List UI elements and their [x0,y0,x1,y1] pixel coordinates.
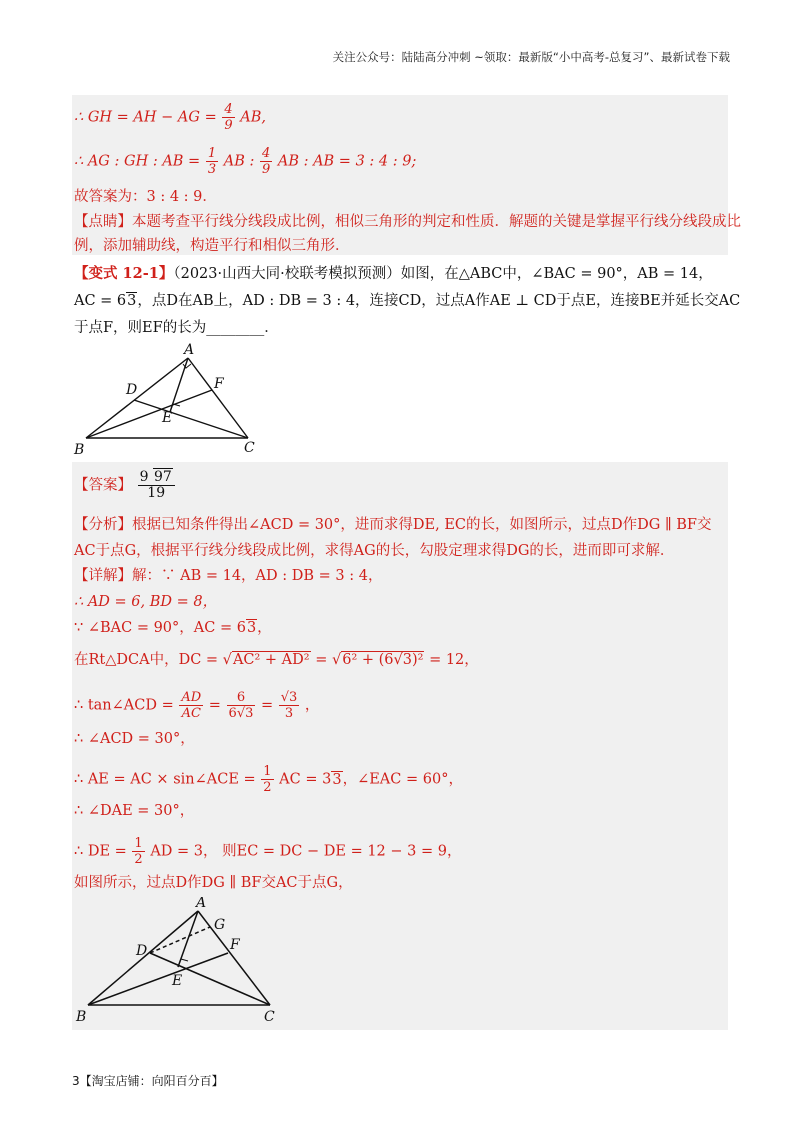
label-D: D [126,382,138,398]
triangle-figure-2 [70,897,300,1027]
label-B: B [74,442,85,458]
label-B: B [76,1009,87,1025]
label-F: F [230,937,240,953]
solution-step-8: ∴ ∠DAE = 30°， [74,803,195,819]
solution-step-6: ∴ ∠ACD = 30°， [74,731,195,747]
analysis-line-2: AC于点G，根据平行线分线段成比例，求得AG的长，勾股定理求得DG的长，进而即可求解． [74,543,675,559]
problem-line-3: 于点F，则EF的长为________． [74,320,279,336]
label-D: D [136,943,148,959]
header-note: 关注公众号：陆陆高分冲刺 ~领取：最新版“小中高考-总复习”、最新试卷下载 [332,50,730,64]
solution-step-7: ∴ AE = AC × sin∠ACE = $\frac{1}{2}$ AC = 33，∠EAC = 60°， [74,764,463,795]
triangle-figure-1 [66,342,296,462]
label-F: F [214,376,224,392]
solution-step-10: 如图所示，过点D作DG ∥ BF交AC于点G， [74,875,353,891]
answer-line: 【答案】 $\frac{9 97}{19}$ [74,470,176,501]
label-A: A [196,897,207,911]
gh-equation: ∴ GH = AH − AG = $\frac{4}{9}$ AB, [74,102,266,133]
comment-line-1: 【点睛】本题考查平行线分线段成比例，相似三角形的判定和性质．解题的关键是掌握平行线分线段成比 [74,214,741,230]
solution-step-2: ∴ AD = 6, BD = 8， [74,594,218,610]
previous-answer: 故答案为：3 : 4 : 9． [74,189,217,205]
solution-step-5: ∴ tan∠ACD = $\frac{AD}{AC}$ = $\frac{6}{6√3}$ = $\frac{√3}{3}$ ， [74,690,320,721]
solution-step-4: 在Rt△DCA中，DC = √AC² + AD² = √6² + (6√3)² = 12， [74,652,479,668]
ratio-equation: ∴ AG : GH : AB = $\frac{1}{3}$ AB : $\frac{4}{9}$ AB : AB = 3 : 4 : 9; [74,146,417,177]
label-E: E [172,973,183,989]
solution-step-3: ∵ ∠BAC = 90°，AC = 63， [74,620,272,636]
label-E: E [162,410,173,426]
label-A: A [184,342,195,358]
problem-line-2: AC = 63，点D在AB上，AD : DB = 3 : 4，连接CD，过点A作AE ⊥ CD于点E，连接BE并延长交AC [74,293,741,309]
label-C: C [244,440,255,456]
label-C: C [264,1009,275,1025]
analysis-line-1: 【分析】根据已知条件得出∠ACD = 30°，进而求得DE, EC的长，如图所示，过点D作DG ∥ BF交 [74,517,712,533]
comment-line-2: 例，添加辅助线，构造平行和相似三角形． [74,238,350,254]
label-G: G [214,917,226,933]
solution-step-1: 【详解】解：∵ AB = 14，AD : DB = 3 : 4， [74,568,383,584]
problem-line-1: 【变式 12-1】（2023·山西大同·校联考模拟预测）如图，在△ABC中，∠BAC = 90°，AB = 14， [74,265,713,282]
solution-step-9: ∴ DE = $\frac{1}{2}$ AD = 3， 则EC = DC − DE = 12 − 3 = 9， [74,836,462,867]
footer-shop: 3【淘宝店铺：向阳百分百】 [72,1074,224,1088]
